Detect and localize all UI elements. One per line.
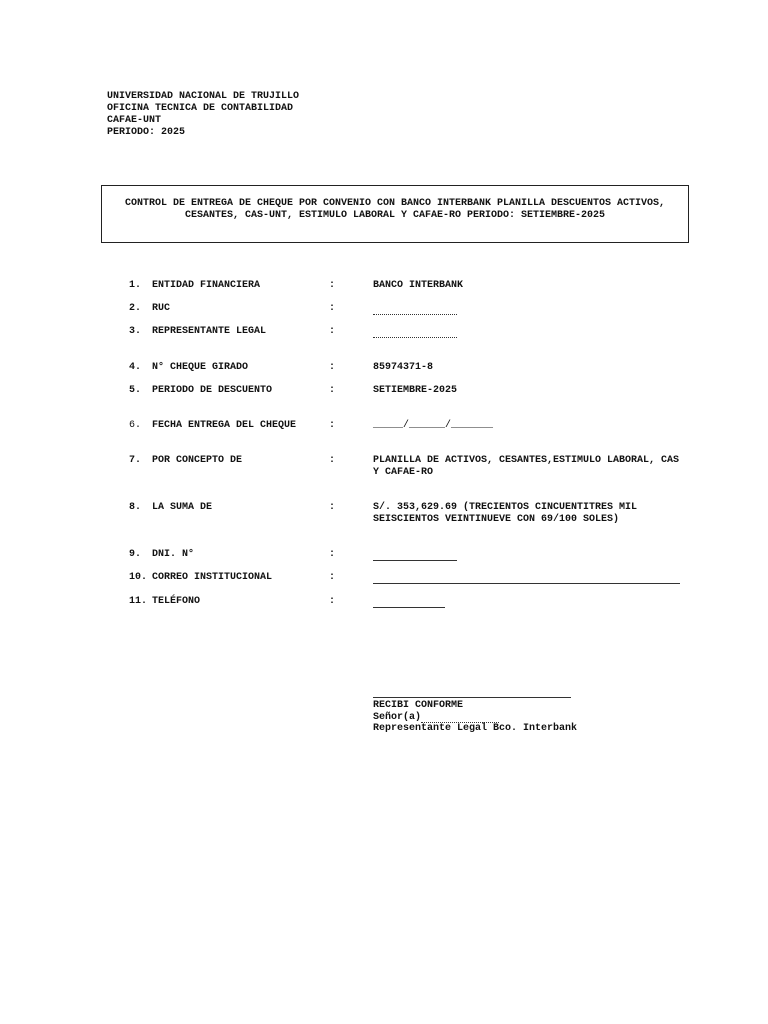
title-box <box>101 185 689 243</box>
row-label: TELÉFONO <box>152 596 201 607</box>
representante-blank[interactable] <box>373 326 685 338</box>
row-label: LA SUMA DE <box>152 502 213 513</box>
row-colon: : <box>329 572 336 583</box>
name-line <box>373 712 577 724</box>
row-number: 1. <box>129 280 142 291</box>
office-name: OFICINA TECNICA DE CONTABILIDAD <box>107 103 294 114</box>
row-number: 2. <box>129 303 142 314</box>
row-colon: : <box>329 280 336 291</box>
row-colon: : <box>329 502 336 513</box>
row-label: DNI. N° <box>152 549 195 560</box>
row-label: REPRESENTANTE LEGAL <box>152 326 267 337</box>
row-label: FECHA ENTREGA DEL CHEQUE <box>152 420 297 431</box>
period-label: PERIODO: 2025 <box>107 127 186 138</box>
fecha-blank[interactable]: _____/______/_______ <box>373 420 494 431</box>
row-colon: : <box>329 385 336 396</box>
received-label: RECIBI CONFORME <box>373 700 464 711</box>
row-colon: : <box>329 326 336 337</box>
row-label: CORREO INSTITUCIONAL <box>152 572 273 583</box>
dni-blank[interactable] <box>373 549 685 561</box>
ruc-blank[interactable] <box>373 303 685 315</box>
row-number: 3. <box>129 326 142 337</box>
university-name: UNIVERSIDAD NACIONAL DE TRUJILLO <box>107 91 300 102</box>
row-label: RUC <box>152 303 171 314</box>
row-colon: : <box>329 303 336 314</box>
row-colon: : <box>329 596 336 607</box>
row-label: PERIODO DE DESCUENTO <box>152 385 273 396</box>
row-number: 9. <box>129 549 142 560</box>
row-value: BANCO INTERBANK <box>373 280 464 291</box>
row-colon: : <box>329 362 336 373</box>
row-colon: : <box>329 420 336 431</box>
row-number: 8. <box>129 502 142 513</box>
correo-blank[interactable] <box>373 572 685 584</box>
row-value: S/. 353,629.69 (TRECIENTOS CINCUENTITRES MIL SEISCIENTOS VEINTINUEVE CON 69/100 SOLES) <box>373 502 638 525</box>
document-header <box>107 91 299 139</box>
row-colon: : <box>329 455 336 466</box>
row-value: SETIEMBRE-2025 <box>373 385 458 396</box>
telefono-blank[interactable] <box>373 596 685 608</box>
row-value: 85974371-8 <box>373 362 434 373</box>
row-label: POR CONCEPTO DE <box>152 455 243 466</box>
row-number: 5. <box>129 385 142 396</box>
row-colon: : <box>329 549 336 560</box>
signature-line[interactable] <box>373 689 571 698</box>
row-number: 4. <box>129 362 142 373</box>
representative-label: Representante Legal Bco. Interbank <box>373 723 578 734</box>
title-line-2: CESANTES, CAS-UNT, ESTIMULO LABORAL Y CAFAE-RO PERIODO: SETIEMBRE-2025 <box>184 210 606 221</box>
row-number: 6. <box>129 420 142 431</box>
name-label: Señor(a) <box>373 711 422 723</box>
row-number: 10. <box>129 572 148 583</box>
unit-name: CAFAE-UNT <box>107 115 162 126</box>
row-number: 7. <box>129 455 142 466</box>
row-label: ENTIDAD FINANCIERA <box>152 280 261 291</box>
row-number: 11. <box>129 596 148 607</box>
title-line-1: CONTROL DE ENTREGA DE CHEQUE POR CONVENIO CON BANCO INTERBANK PLANILLA DESCUENTOS ACTIVOS, <box>124 198 666 209</box>
row-value: PLANILLA DE ACTIVOS, CESANTES,ESTIMULO LABORAL, CAS Y CAFAE-RO <box>373 455 680 478</box>
name-blank[interactable] <box>421 712 499 723</box>
signature-block <box>373 689 577 735</box>
row-label: N° CHEQUE GIRADO <box>152 362 249 373</box>
